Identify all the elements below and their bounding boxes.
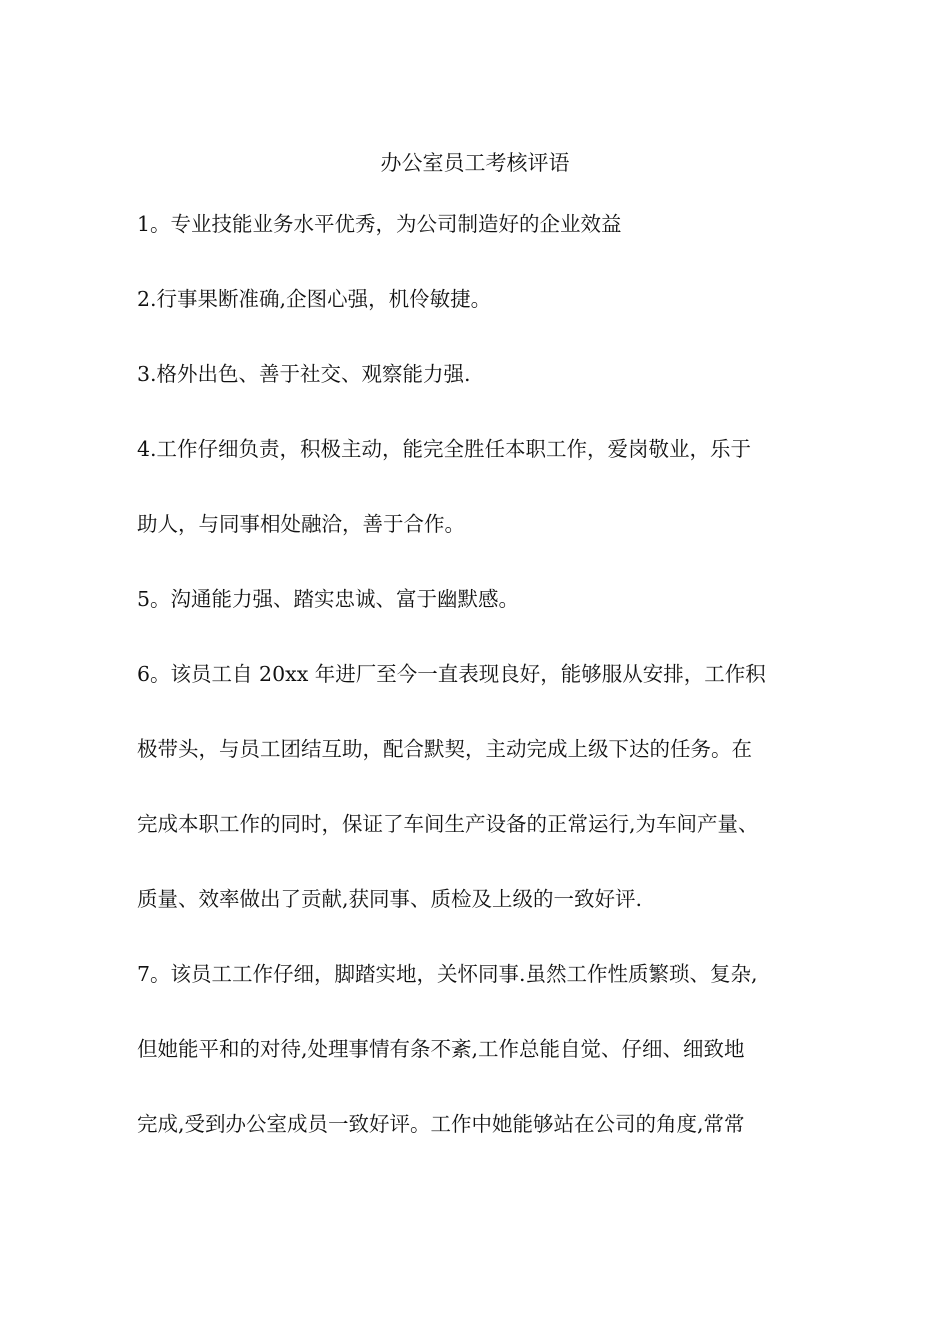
paragraph-line: 6。该员工自 20xx 年进厂至今一直表现良好，能够服从安排，工作积 [137, 662, 766, 686]
paragraph-line: 但她能平和的对待,处理事情有条不紊,工作总能自觉、仔细、细致地 [137, 1037, 745, 1061]
paragraph-line: 完成本职工作的同时，保证了车间生产设备的正常运行,为车间产量、 [137, 812, 759, 836]
paragraph-line: 2.行事果断准确,企图心强，机伶敏捷。 [137, 287, 492, 311]
paragraph-line: 助人，与同事相处融洽，善于合作。 [137, 512, 465, 536]
paragraph-line: 1。专业技能业务水平优秀，为公司制造好的企业效益 [137, 212, 622, 236]
paragraph-line: 质量、效率做出了贡献,获同事、质检及上级的一致好评. [137, 887, 643, 911]
paragraph-line: 7。该员工工作仔细，脚踏实地，关怀同事.虽然工作性质繁琐、复杂, [137, 962, 758, 986]
paragraph-line: 完成,受到办公室成员一致好评。工作中她能够站在公司的角度,常常 [137, 1112, 745, 1136]
paragraph-line: 4.工作仔细负责，积极主动，能完全胜任本职工作，爱岗敬业，乐于 [137, 437, 752, 461]
paragraph-line: 3.格外出色、善于社交、观察能力强. [137, 362, 471, 386]
document-title: 办公室员工考核评语 [380, 151, 570, 175]
paragraph-line: 5。沟通能力强、踏实忠诚、富于幽默感。 [137, 587, 520, 611]
paragraph-line: 极带头，与员工团结互助，配合默契，主动完成上级下达的任务。在 [137, 737, 752, 761]
